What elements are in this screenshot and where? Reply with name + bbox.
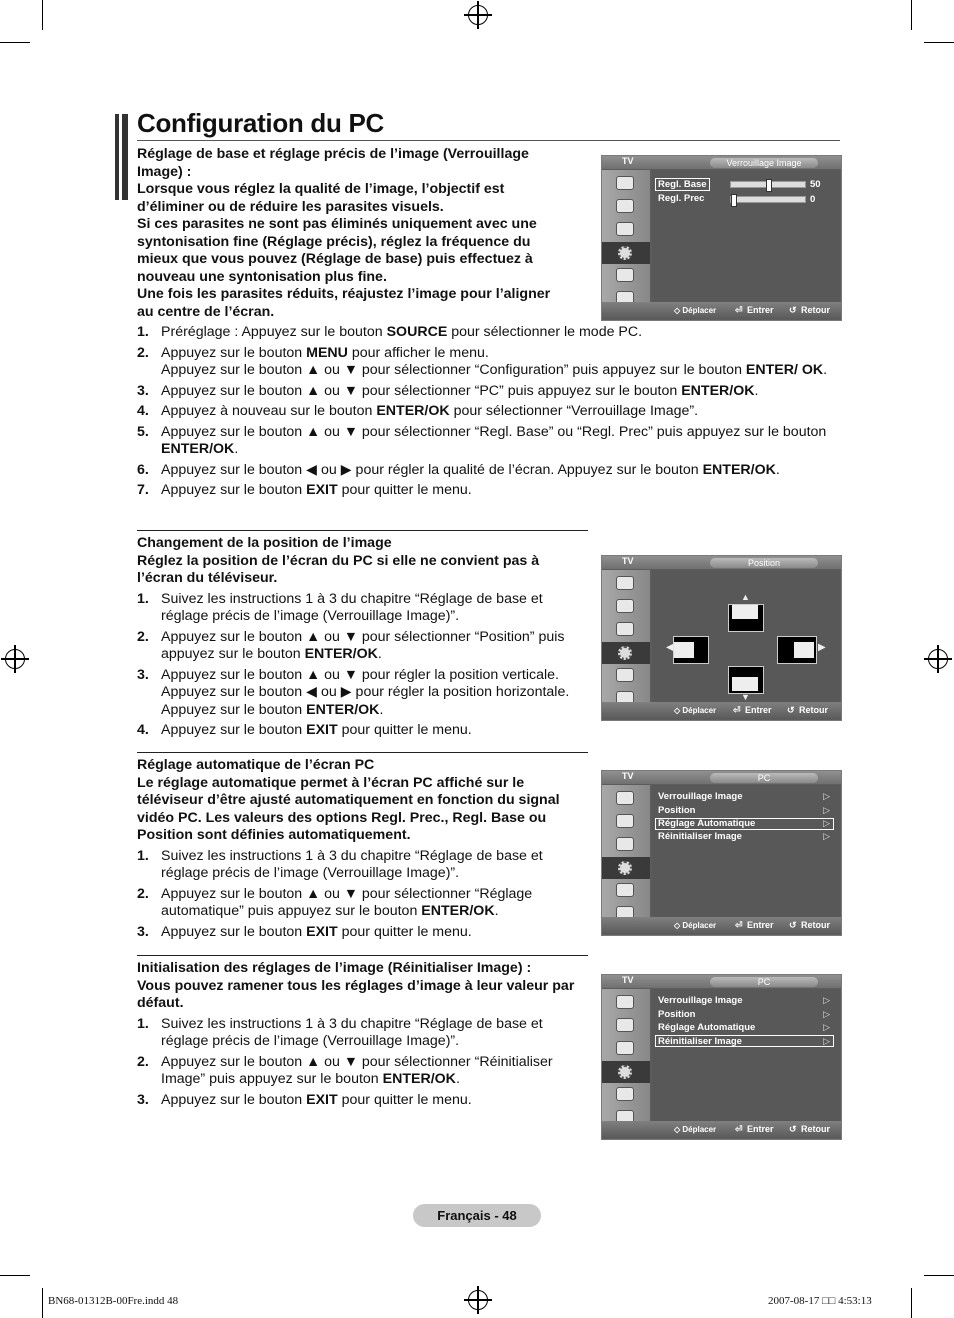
step-text: Appuyez sur le bouton ▲ ou ▼ pour sélectionner “Réinitialiser Image” puis appuyez sur le bouton bbox=[161, 1053, 553, 1087]
setup-icon[interactable] bbox=[602, 857, 650, 879]
arrow-right-icon: ▷ bbox=[823, 1036, 830, 1046]
step-item bbox=[137, 848, 587, 883]
position-left-box[interactable] bbox=[673, 636, 709, 664]
step-item bbox=[137, 1016, 587, 1051]
step-item bbox=[137, 667, 587, 720]
button-name: ENTER/OK bbox=[161, 441, 235, 457]
arrow-right-icon: ▷ bbox=[823, 995, 830, 1005]
slider-base[interactable] bbox=[730, 181, 806, 188]
crop-mark bbox=[0, 42, 30, 43]
section-verrouillage-intro bbox=[137, 146, 587, 321]
step-text: Appuyez sur le bouton bbox=[161, 1091, 307, 1108]
step-text: Préréglage : Appuyez sur le bouton bbox=[161, 324, 387, 340]
section-heading: Initialisation des réglages de l’image (Réinitialiser Image) : bbox=[137, 960, 532, 976]
step-item bbox=[137, 324, 837, 342]
button-name: ENTER/OK bbox=[702, 461, 776, 478]
step-number: 1. bbox=[137, 1015, 149, 1032]
intro-line: Lorsque vous réglez la qualité de l’image, l’objectif est bbox=[137, 181, 505, 197]
arrow-right-icon: ▷ bbox=[823, 1022, 830, 1032]
step-text: Appuyez sur le bouton ▲ ou ▼ pour sélectionner “PC” puis appuyez sur le bouton bbox=[161, 382, 682, 399]
sound-icon[interactable] bbox=[616, 199, 634, 215]
osd-move-hint: ◇ Déplacer bbox=[674, 306, 717, 315]
setup-icon[interactable] bbox=[602, 642, 650, 664]
step-text: . bbox=[823, 362, 828, 378]
registration-mark-icon bbox=[5, 649, 25, 669]
crop-mark bbox=[924, 1275, 954, 1276]
osd-back-hint: Retour bbox=[801, 920, 830, 930]
step-text: pour sélectionner “Verrouillage Image”. bbox=[449, 403, 699, 419]
section-intro: Réglez la position de l’écran du PC si elle ne convient pas à l’écran du téléviseur. bbox=[137, 552, 540, 586]
osd-item-prec[interactable]: Regl. Prec bbox=[658, 193, 705, 204]
step-text: Appuyez sur le bouton bbox=[161, 344, 307, 361]
crop-mark bbox=[911, 0, 912, 30]
channel-icon[interactable] bbox=[616, 222, 634, 238]
arrow-down-icon: ▼ bbox=[741, 692, 750, 702]
osd-tv-label: TV bbox=[622, 771, 634, 781]
page-title: Configuration du PC bbox=[137, 108, 385, 138]
osd-footer bbox=[602, 702, 841, 719]
step-item bbox=[137, 482, 837, 500]
osd-enter-hint: Entrer bbox=[747, 1124, 774, 1134]
step-text: Appuyez à nouveau sur le bouton bbox=[161, 403, 377, 419]
step-item bbox=[137, 1092, 587, 1110]
step-number: 7. bbox=[137, 482, 149, 498]
position-down-box[interactable] bbox=[728, 666, 764, 694]
osd-enter-hint: Entrer bbox=[747, 305, 774, 315]
crop-mark bbox=[924, 42, 954, 43]
step-number: 2. bbox=[137, 628, 149, 645]
setup-icon[interactable] bbox=[602, 242, 650, 264]
osd-footer bbox=[602, 1121, 841, 1138]
intro-line: Réglage de base et réglage précis de l’image (Verrouillage bbox=[137, 146, 529, 162]
step-text: pour quitter le menu. bbox=[337, 722, 472, 738]
arrow-right-icon: ▷ bbox=[823, 818, 830, 828]
osd-header: Verrouillage Image bbox=[710, 158, 818, 168]
osd-back-hint: Retour bbox=[801, 1124, 830, 1134]
channel-icon[interactable] bbox=[616, 837, 634, 853]
osd-enter-hint: Entrer bbox=[747, 920, 774, 930]
intro-line: mieux que vous pouvez (Réglage de base) puis effectuez à bbox=[137, 251, 533, 267]
channel-icon[interactable] bbox=[616, 622, 634, 638]
picture-icon[interactable] bbox=[616, 576, 634, 592]
osd-main bbox=[652, 570, 840, 710]
page-number-badge: Français - 48 bbox=[413, 1204, 541, 1227]
return-icon: ↺ bbox=[787, 705, 795, 715]
osd-enter-hint: Entrer bbox=[745, 705, 772, 715]
step-text: . bbox=[775, 461, 780, 478]
section-divider bbox=[137, 955, 588, 956]
button-name: SOURCE bbox=[386, 324, 448, 340]
osd-pc-reset-screen bbox=[601, 974, 842, 1140]
step-item bbox=[137, 722, 587, 740]
osd-sidebar bbox=[602, 170, 650, 310]
step-text: Appuyez sur le bouton bbox=[161, 722, 307, 738]
osd-sidebar bbox=[602, 989, 650, 1129]
osd-header: PC bbox=[710, 977, 818, 987]
osd-item-reset[interactable]: Réinitialiser Image bbox=[658, 831, 742, 842]
osd-move-hint: ◇ Déplacer bbox=[674, 921, 717, 930]
section-divider bbox=[137, 752, 588, 753]
step-text: . bbox=[377, 646, 382, 662]
osd-item-lock[interactable]: Verrouillage Image bbox=[658, 791, 743, 802]
osd-main bbox=[652, 170, 840, 310]
step-text: pour quitter le menu. bbox=[337, 482, 472, 498]
step-number: 3. bbox=[137, 923, 149, 940]
step-text: . bbox=[754, 382, 759, 399]
osd-sidebar bbox=[602, 785, 650, 925]
arrow-right-icon: ▶ bbox=[818, 642, 826, 653]
section-reset bbox=[137, 960, 587, 1109]
section-heading: Réglage automatique de l’écran PC bbox=[137, 757, 375, 773]
section-intro: Vous pouvez ramener tous les réglages d’image à leur valeur par défaut. bbox=[137, 977, 575, 1011]
channel-icon[interactable] bbox=[616, 1041, 634, 1057]
osd-value-base: 50 bbox=[810, 179, 821, 190]
return-icon: ↺ bbox=[789, 920, 797, 930]
osd-item-position[interactable]: Position bbox=[658, 805, 696, 816]
title-bar-decoration bbox=[115, 114, 119, 200]
osd-tv-label: TV bbox=[622, 975, 634, 985]
step-item bbox=[137, 403, 837, 421]
osd-tv-label: TV bbox=[622, 556, 634, 566]
step-text: pour sélectionner le mode PC. bbox=[447, 324, 643, 340]
step-text: Appuyez sur le bouton ▲ ou ▼ pour sélectionner “Réglage automatique” puis appuyez sur le bouton bbox=[161, 885, 533, 919]
step-number: 4. bbox=[137, 403, 149, 419]
step-text: Suivez les instructions 1 à 3 du chapitre “Réglage de base et réglage précis de l’image (Verrouillage Image)”. bbox=[161, 847, 543, 881]
step-number: 2. bbox=[137, 1053, 149, 1070]
section-intro bbox=[137, 146, 587, 321]
intro-line: syntonisation fine (Réglage précis), réglez la fréquence du bbox=[137, 233, 531, 250]
osd-pc-auto-screen bbox=[601, 770, 842, 936]
intro-line: au centre de l’écran. bbox=[137, 303, 275, 320]
button-name: EXIT bbox=[306, 923, 338, 940]
setup-icon[interactable] bbox=[602, 1061, 650, 1083]
intro-line: d’éliminer ou de réduire les parasites visuels. bbox=[137, 198, 444, 215]
osd-back-hint: Retour bbox=[799, 705, 828, 715]
button-name: EXIT bbox=[306, 722, 338, 738]
step-number: 1. bbox=[137, 590, 149, 607]
step-item bbox=[137, 345, 837, 380]
enter-icon: ⏎ bbox=[735, 1124, 743, 1134]
print-date-info: 2007-08-17 □□ 4:53:13 bbox=[768, 1295, 872, 1307]
osd-item-lock[interactable]: Verrouillage Image bbox=[658, 995, 743, 1006]
return-icon: ↺ bbox=[789, 305, 797, 315]
step-number: 3. bbox=[137, 382, 149, 399]
sound-icon[interactable] bbox=[616, 599, 634, 615]
button-name: ENTER/OK bbox=[376, 403, 450, 419]
step-text: Appuyez sur le bouton ▲ ou ▼ pour régler la position verticale. Appuyez sur le bouton ◀ ou ▶ pour régler la position horizontale. Appuyez sur le bouton bbox=[161, 666, 570, 718]
step-text: pour quitter le menu. bbox=[337, 923, 472, 940]
enter-icon: ⏎ bbox=[733, 705, 741, 715]
section-heading: Changement de la position de l’image bbox=[137, 535, 392, 551]
step-text: pour afficher le menu. bbox=[347, 344, 489, 361]
osd-move-hint: ◇ Déplacer bbox=[674, 706, 717, 715]
osd-move-hint: ◇ Déplacer bbox=[674, 1125, 717, 1134]
intro-line: nouveau une syntonisation plus fine. bbox=[137, 268, 387, 285]
input-icon[interactable] bbox=[616, 883, 634, 899]
step-number: 2. bbox=[137, 885, 149, 902]
print-file-info: BN68-01312B-00Fre.indd 48 bbox=[48, 1295, 179, 1307]
arrow-right-icon: ▷ bbox=[823, 791, 830, 801]
step-text: . bbox=[234, 441, 239, 457]
arrow-left-icon: ◀ bbox=[666, 642, 674, 653]
button-name: ENTER/OK bbox=[421, 903, 495, 919]
osd-tv-label: TV bbox=[622, 156, 634, 166]
picture-icon[interactable] bbox=[616, 176, 634, 192]
crop-mark bbox=[911, 1288, 912, 1318]
button-name: ENTER/OK bbox=[306, 701, 380, 718]
osd-item-auto[interactable]: Réglage Automatique bbox=[658, 818, 756, 829]
section-position bbox=[137, 535, 587, 740]
slider-prec[interactable] bbox=[730, 196, 806, 203]
osd-main bbox=[652, 785, 840, 925]
intro-line: Une fois les parasites réduits, réajustez l’image pour l’aligner bbox=[137, 286, 551, 302]
button-name: ENTER/ OK bbox=[745, 362, 824, 378]
osd-footer bbox=[602, 917, 841, 934]
section-divider bbox=[137, 530, 588, 531]
sound-icon[interactable] bbox=[616, 1018, 634, 1034]
registration-mark-icon bbox=[928, 649, 948, 669]
section-auto bbox=[137, 757, 587, 941]
position-up-box[interactable] bbox=[728, 604, 764, 632]
input-icon[interactable] bbox=[616, 268, 634, 284]
step-text: Appuyez sur le bouton ▲ ou ▼ pour sélectionner “Regl. Base” ou “Regl. Prec” puis appuyez sur le bouton bbox=[161, 423, 827, 440]
enter-icon: ⏎ bbox=[735, 920, 743, 930]
section-verrouillage-steps bbox=[137, 321, 837, 500]
step-text: Appuyez sur le bouton bbox=[161, 923, 307, 940]
arrow-right-icon: ▷ bbox=[823, 1009, 830, 1019]
step-number: 1. bbox=[137, 847, 149, 864]
step-item bbox=[137, 462, 837, 480]
osd-main bbox=[652, 989, 840, 1129]
step-text: pour quitter le menu. bbox=[337, 1091, 472, 1108]
crop-mark bbox=[0, 1275, 30, 1276]
title-rule bbox=[137, 140, 840, 141]
crop-mark bbox=[42, 1288, 43, 1318]
sound-icon[interactable] bbox=[616, 814, 634, 830]
picture-icon[interactable] bbox=[616, 791, 634, 807]
button-name: ENTER/OK bbox=[681, 382, 755, 399]
step-text: . bbox=[379, 701, 384, 718]
osd-position-screen bbox=[601, 555, 842, 721]
crop-mark bbox=[42, 0, 43, 30]
registration-mark-icon bbox=[468, 5, 488, 25]
input-icon[interactable] bbox=[616, 668, 634, 684]
picture-icon[interactable] bbox=[616, 995, 634, 1011]
step-text: Appuyez sur le bouton ◀ ou ▶ pour régler la qualité de l’écran. Appuyez sur le bouton bbox=[161, 461, 703, 478]
step-item bbox=[137, 629, 587, 664]
osd-header: Position bbox=[710, 558, 818, 568]
step-item bbox=[137, 424, 837, 459]
button-name: EXIT bbox=[306, 482, 338, 498]
step-text: Appuyez sur le bouton ▲ ou ▼ pour sélectionner “Configuration” puis appuyez sur le bouton bbox=[161, 362, 746, 378]
step-text: Suivez les instructions 1 à 3 du chapitre “Réglage de base et réglage précis de l’image (Verrouillage Image)”. bbox=[161, 1015, 543, 1049]
osd-item-base[interactable]: Regl. Base bbox=[655, 178, 710, 191]
osd-header: PC bbox=[710, 773, 818, 783]
intro-line: Image) : bbox=[137, 163, 192, 180]
step-item bbox=[137, 591, 587, 626]
button-name: EXIT bbox=[306, 1091, 338, 1108]
step-item bbox=[137, 1054, 587, 1089]
return-icon: ↺ bbox=[789, 1124, 797, 1134]
section-intro: Le réglage automatique permet à l’écran PC affiché sur le téléviseur d’être ajusté automatiquement en fonction du signal vidéo PC. Les valeurs des options Regl. Prec., Regl. Base ou Position sont définies automatiquement. bbox=[137, 774, 560, 843]
step-text: Appuyez sur le bouton ▲ ou ▼ pour sélectionner “Position” puis appuyez sur le bouton bbox=[161, 628, 565, 662]
step-number: 1. bbox=[137, 324, 149, 340]
step-number: 4. bbox=[137, 722, 149, 738]
osd-value-prec: 0 bbox=[810, 194, 816, 205]
osd-item-position[interactable]: Position bbox=[658, 1009, 696, 1020]
osd-item-reset[interactable]: Réinitialiser Image bbox=[658, 1036, 742, 1047]
button-name: MENU bbox=[306, 344, 348, 361]
step-item bbox=[137, 383, 837, 401]
osd-item-auto[interactable]: Réglage Automatique bbox=[658, 1022, 756, 1033]
arrow-right-icon: ▷ bbox=[823, 805, 830, 815]
step-text: Suivez les instructions 1 à 3 du chapitre “Réglage de base et réglage précis de l’image (Verrouillage Image)”. bbox=[161, 590, 543, 624]
step-number: 6. bbox=[137, 461, 149, 478]
input-icon[interactable] bbox=[616, 1087, 634, 1103]
step-number: 5. bbox=[137, 423, 149, 440]
osd-back-hint: Retour bbox=[801, 305, 830, 315]
step-text: Appuyez sur le bouton bbox=[161, 482, 307, 498]
step-text: . bbox=[494, 903, 499, 919]
enter-icon: ⏎ bbox=[735, 305, 743, 315]
registration-mark-icon bbox=[468, 1290, 488, 1310]
step-number: 2. bbox=[137, 344, 149, 361]
osd-sidebar bbox=[602, 570, 650, 710]
intro-line: Si ces parasites ne sont pas éliminés uniquement avec une bbox=[137, 216, 537, 232]
position-right-box[interactable] bbox=[777, 636, 817, 664]
step-item bbox=[137, 886, 587, 921]
osd-footer bbox=[602, 302, 841, 319]
title-bar-decoration bbox=[122, 114, 128, 200]
button-name: ENTER/OK bbox=[304, 646, 378, 662]
step-number: 3. bbox=[137, 1091, 149, 1108]
step-text: . bbox=[455, 1071, 460, 1087]
arrow-up-icon: ▲ bbox=[741, 592, 750, 602]
step-item bbox=[137, 924, 587, 942]
button-name: ENTER/OK bbox=[382, 1071, 456, 1087]
step-number: 3. bbox=[137, 666, 149, 683]
osd-lock-screen bbox=[601, 155, 842, 321]
arrow-right-icon: ▷ bbox=[823, 831, 830, 841]
